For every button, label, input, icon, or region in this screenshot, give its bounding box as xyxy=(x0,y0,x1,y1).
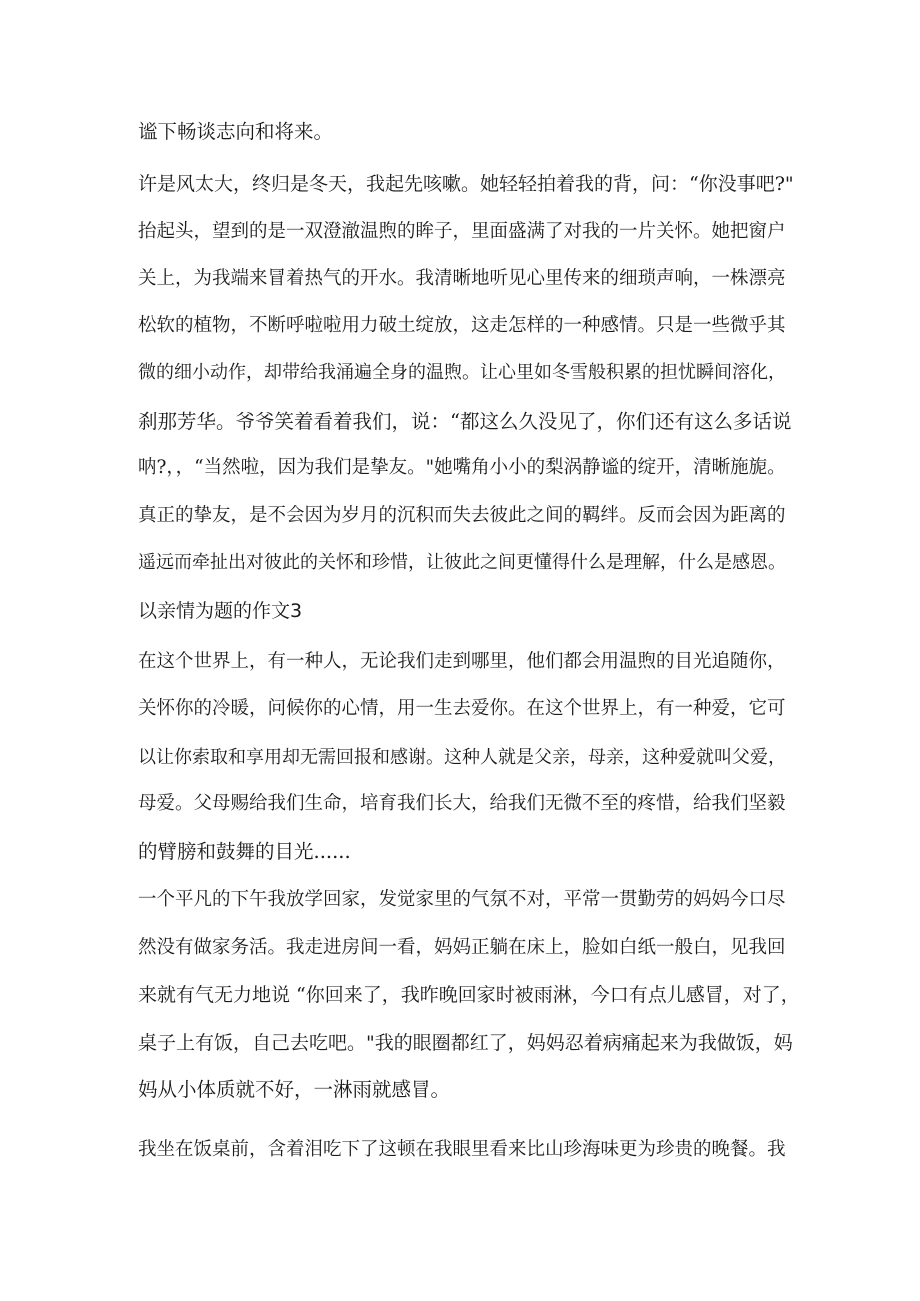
text-line: 微的细小动作，却带给我涌遍全身的温煦。让心里如冬雪般积累的担忧瞬间溶化， xyxy=(138,362,786,383)
text-line: 妈从小体质就不好，一淋雨就感冒。 xyxy=(138,1078,451,1101)
text-line: 一个平凡的下午我放学回家，发觉家里的气氛不对，平常一贯勤劳的妈妈今口尽 xyxy=(138,889,786,910)
text-line: 桌子上有饭，自己去吃吧。"我的眼圈都红了，妈妈忍着病痛起来为我做饭，妈 xyxy=(138,1032,793,1054)
text-line: 然没有做家务活。我走进房间一看，妈妈正躺在床上，脸如白纸一般白，见我回 xyxy=(138,937,786,958)
text-line: 真正的挚友，是不会因为岁月的沉积而失去彼此之间的羁绊。反而会因为距离的 xyxy=(138,505,786,526)
text-line: 以让你索取和享用却无需回报和感谢。这种人就是父亲，母亲，这种爱就叫父爱， xyxy=(138,747,786,768)
text-line: 松软的植物，不断呼啦啦用力破土绽放，这走怎样的一种感情。只是一些微乎其 xyxy=(138,315,786,336)
text-line: 关怀你的冷暖，问候你的心情，用一生去爱你。在这个世界上，有一种爱，它可 xyxy=(138,698,786,719)
text-line: 母爱。父母赐给我们生命，培育我们长大，给我们无微不至的疼惜，给我们坚毅 xyxy=(138,793,786,814)
text-line: 许是风太大，终归是冬天，我起先咳嗽。她轻轻拍着我的背，问：“你没事吧?" xyxy=(138,173,794,195)
section-heading: 以亲情为题的作文3 xyxy=(138,600,303,622)
text-line: 抬起头，望到的是一双澄澈温煦的眸子，里面盛满了对我的一片关怀。她把窗户 xyxy=(138,221,786,242)
text-line: 在这个世界上，有一种人，无论我们走到哪里，他们都会用温煦的目光追随你， xyxy=(138,651,786,672)
text-line: 刹那芳华。爷爷笑着看着我们，说：“都这么久没见了，你们还有这么多话说 xyxy=(138,410,792,433)
text-line: 来就有气无力地说 “你回来了，我昨晚回家时被雨淋，今口有点儿感冒，对了， xyxy=(138,984,800,1006)
text-line: 遥远而牵扯出对彼此的关怀和珍惜，让彼此之间更懂得什么是理解，什么是感恩。 xyxy=(138,552,786,573)
text-line: 谧下畅谈志向和将来。 xyxy=(138,120,334,143)
text-line: 呐?，，“当然啦，因为我们是挚友。"她嘴角小小的梨涡静谧的绽开，清晰施旎。 xyxy=(138,457,786,478)
text-line: 关上，为我端来冒着热气的开水。我清晰地听见心里传来的细琐声响，一株漂亮 xyxy=(138,268,786,289)
text-line: 我坐在饭桌前，含着泪吃下了这顿在我眼里看来比山珍海味更为珍贵的晚餐。我 xyxy=(138,1139,786,1160)
text-line: 的臂膀和鼓舞的目光...... xyxy=(138,840,351,863)
